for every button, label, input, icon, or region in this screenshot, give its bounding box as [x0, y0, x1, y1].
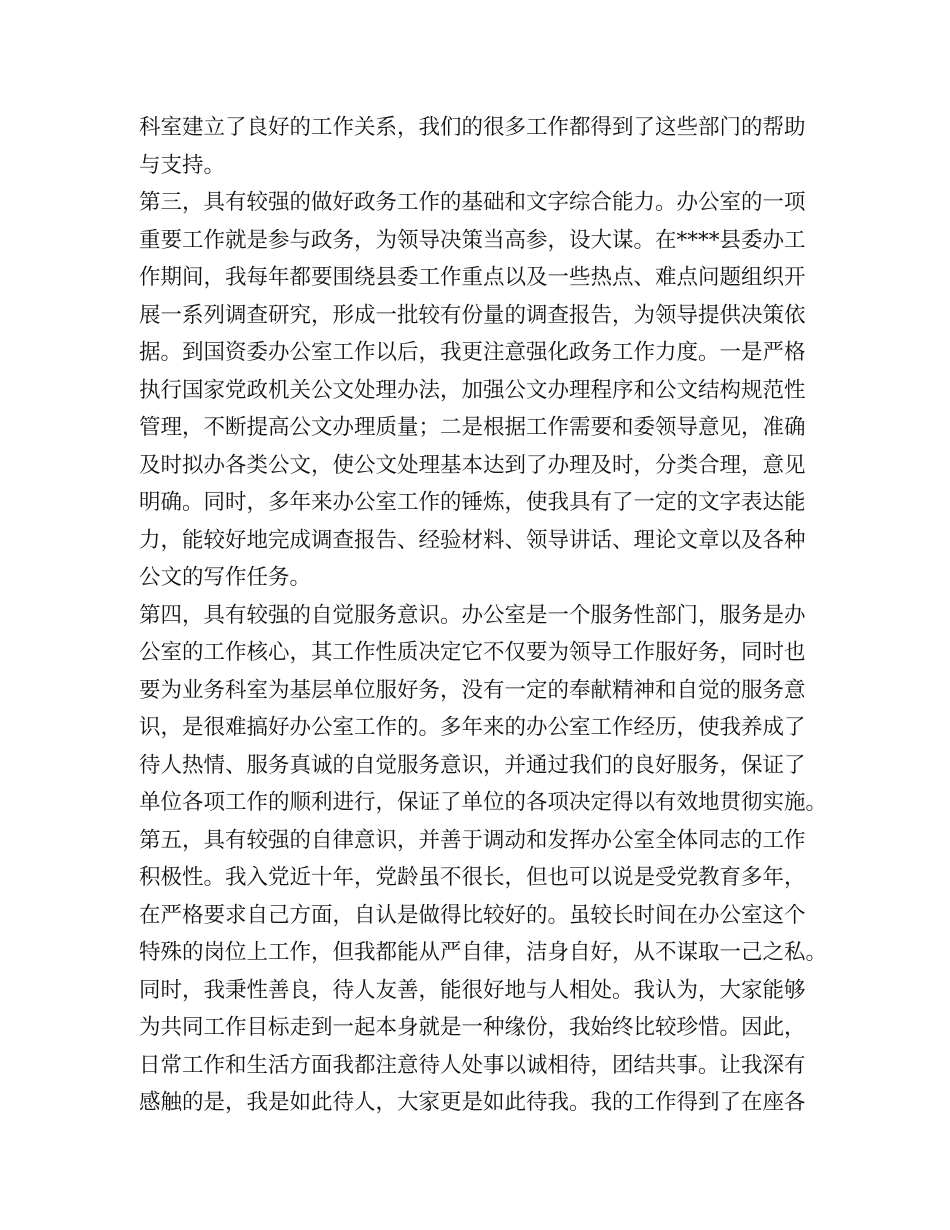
text-line: 为共同工作目标走到一起本身就是一种缘份，我始终比较珍惜。因此， — [139, 1015, 806, 1040]
text-line: 感触的是，我是如此待人，大家更是如此待我。我的工作得到了在座各 — [139, 1090, 806, 1115]
text-line: 日常工作和生活方面我都注意待人处事以诚相待，团结共事。让我深有 — [139, 1052, 806, 1078]
text-line: 特殊的岗位上工作，但我都能从严自律，洁身自好，从不谋取一己之私。 — [139, 940, 828, 965]
text-line: 重要工作就是参与政务，为领导决策当高参，设大谋。在****县委办工 — [139, 227, 806, 253]
text-line: 公文的写作任务。 — [139, 565, 312, 590]
text-line: 管理，不断提高公文办理质量；二是根据工作需要和委领导意见，准确 — [139, 415, 806, 440]
text-line: 明确。同时，多年来办公室工作的锤炼，使我具有了一定的文字表达能 — [139, 490, 806, 515]
text-line: 第三，具有较强的做好政务工作的基础和文字综合能力。办公室的一项 — [139, 190, 806, 215]
text-line: 要为业务科室为基层单位服好务，没有一定的奉献精神和自觉的服务意 — [139, 677, 806, 703]
text-line: 同时，我秉性善良，待人友善，能很好地与人相处。我认为，大家能够 — [139, 977, 806, 1003]
text-line: 积极性。我入党近十年，党龄虽不很长，但也可以说是受党教育多年， — [139, 865, 806, 890]
text-line: 及时拟办各类公文，使公文处理基本达到了办理及时，分类合理，意见 — [139, 452, 806, 478]
text-line: 执行国家党政机关公文处理办法，加强公文办理程序和公文结构规范性 — [139, 377, 806, 403]
text-line: 第五，具有较强的自律意识，并善于调动和发挥办公室全体同志的工作 — [139, 827, 806, 853]
text-line: 与支持。 — [139, 152, 226, 178]
text-line: 展一系列调查研究，形成一批较有份量的调查报告，为领导提供决策依 — [139, 302, 806, 328]
text-line: 据。到国资委办公室工作以后，我更注意强化政务工作力度。一是严格 — [139, 340, 806, 365]
text-line: 第四，具有较强的自觉服务意识。办公室是一个服务性部门，服务是办 — [139, 602, 806, 628]
text-line: 单位各项工作的顺利进行，保证了单位的各项决定得以有效地贯彻实施。 — [139, 790, 828, 815]
text-line: 识，是很难搞好办公室工作的。多年来的办公室工作经历，使我养成了 — [139, 715, 806, 740]
body-text — [139, 109, 829, 1122]
text-line: 作期间，我每年都要围绕县委工作重点以及一些热点、难点问题组织开 — [139, 265, 806, 290]
text-line: 力，能较好地完成调查报告、经验材料、领导讲话、理论文章以及各种 — [139, 527, 806, 553]
text-line: 公室的工作核心，其工作性质决定它不仅要为领导工作服好务，同时也 — [139, 640, 806, 665]
text-line: 科室建立了良好的工作关系，我们的很多工作都得到了这些部门的帮助 — [139, 115, 806, 140]
text-line: 在严格要求自己方面，自认是做得比较好的。虽较长时间在办公室这个 — [139, 902, 806, 928]
text-line: 待人热情、服务真诚的自觉服务意识，并通过我们的良好服务，保证了 — [139, 752, 806, 778]
